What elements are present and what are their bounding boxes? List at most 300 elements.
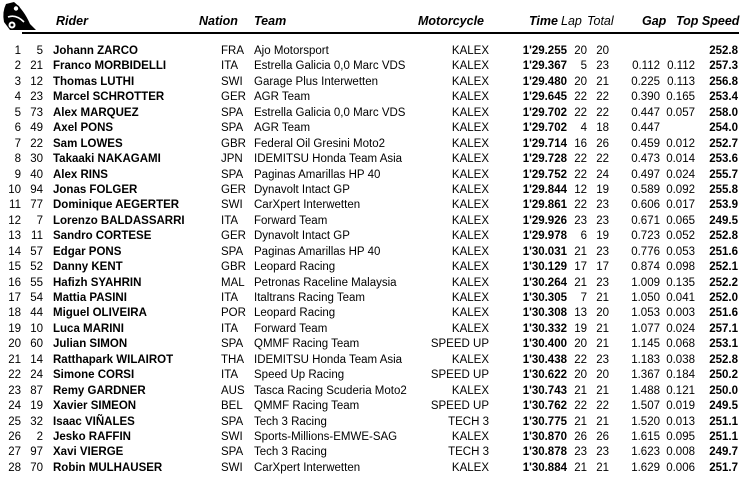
motorcycle-rider-logo-icon	[0, 0, 40, 34]
rider-name-cell: Mattia PASINI	[53, 292, 127, 304]
header-top-speed: Top Speed	[676, 14, 740, 28]
table-row	[0, 74, 745, 89]
gap-to-previous-cell: 0.057	[666, 106, 695, 119]
gap-to-leader-cell: 1.615	[631, 430, 660, 443]
position-cell: 8	[14, 153, 21, 166]
rider-number-cell: 87	[30, 384, 43, 397]
top-speed-cell: 257.1	[709, 322, 738, 335]
results-table	[0, 43, 745, 475]
nation-cell: SWI	[221, 430, 243, 443]
position-cell: 13	[8, 230, 21, 243]
rider-number-cell: 22	[30, 137, 43, 150]
total-laps-cell: 19	[596, 183, 609, 196]
table-row	[0, 89, 745, 104]
gap-to-leader-cell: 1.623	[631, 446, 660, 459]
team-cell: Speed Up Racing	[254, 369, 345, 382]
lap-time-cell: 1'30.031	[522, 245, 567, 258]
gap-to-leader-cell: 0.606	[631, 199, 660, 212]
rider-name-cell: Simone CORSI	[53, 369, 135, 382]
rider-number-cell: 19	[30, 400, 43, 413]
position-cell: 9	[14, 168, 21, 181]
lap-time-cell: 1'30.264	[522, 276, 567, 289]
team-cell: Federal Oil Gresini Moto2	[254, 137, 386, 150]
gap-to-leader-cell: 1.145	[631, 338, 660, 351]
table-row	[0, 151, 745, 166]
position-cell: 5	[14, 106, 21, 119]
top-speed-cell: 255.7	[709, 168, 738, 181]
team-cell: Ajo Motorsport	[254, 45, 329, 57]
position-cell: 11	[9, 199, 21, 212]
team-cell: Tasca Racing Scuderia Moto2	[254, 384, 407, 397]
table-row	[0, 182, 745, 197]
top-speed-cell: 250.2	[709, 369, 738, 382]
motorcycle-cell: KALEX	[451, 353, 489, 366]
rider-name-cell: Lorenzo BALDASSARRI	[53, 214, 185, 227]
rider-name-cell: Alex MARQUEZ	[53, 106, 139, 119]
total-laps-cell: 20	[596, 307, 609, 320]
top-speed-cell: 258.0	[709, 106, 738, 119]
gap-to-previous-cell: 0.024	[666, 322, 695, 335]
motorcycle-cell: KALEX	[451, 230, 489, 243]
table-row	[0, 167, 745, 182]
lap-time-cell: 1'29.645	[522, 91, 567, 104]
motorcycle-cell: KALEX	[451, 307, 489, 320]
gap-to-previous-cell: 0.006	[666, 461, 695, 474]
nation-cell: MAL	[221, 276, 245, 289]
motorcycle-cell: KALEX	[451, 60, 489, 73]
table-row	[0, 275, 745, 290]
lap-time-cell: 1'29.255	[522, 45, 567, 57]
nation-cell: SPA	[221, 106, 244, 119]
position-cell: 26	[8, 430, 21, 443]
team-cell: CarXpert Interwetten	[254, 199, 361, 212]
best-lap-cell: 13	[574, 307, 587, 320]
lap-time-cell: 1'30.129	[522, 261, 567, 274]
best-lap-cell: 23	[574, 214, 587, 227]
total-laps-cell: 21	[596, 75, 609, 88]
best-lap-cell: 22	[574, 199, 587, 212]
table-row	[0, 290, 745, 305]
team-cell: AGR Team	[254, 91, 311, 104]
total-laps-cell: 20	[596, 45, 609, 57]
rider-number-cell: 23	[30, 91, 43, 104]
header-rider: Rider	[56, 14, 88, 28]
team-cell: QMMF Racing Team	[254, 400, 360, 413]
top-speed-cell: 253.4	[709, 91, 738, 104]
motorcycle-cell: KALEX	[451, 183, 489, 196]
lap-time-cell: 1'29.978	[522, 230, 567, 243]
best-lap-cell: 22	[574, 400, 587, 413]
position-cell: 7	[14, 137, 21, 150]
top-speed-cell: 254.0	[709, 122, 738, 135]
gap-to-previous-cell: 0.013	[666, 415, 695, 428]
nation-cell: SWI	[221, 461, 243, 474]
gap-to-previous-cell: 0.095	[666, 430, 695, 443]
motorcycle-cell: KALEX	[451, 292, 489, 304]
gap-to-previous-cell: 0.092	[666, 183, 695, 196]
table-row	[0, 105, 745, 120]
table-row	[0, 259, 745, 274]
total-laps-cell: 22	[596, 153, 609, 166]
gap-to-leader-cell: 0.671	[631, 214, 660, 227]
position-cell: 1	[14, 45, 21, 57]
table-row	[0, 197, 745, 212]
rider-number-cell: 5	[36, 45, 43, 57]
best-lap-cell: 5	[580, 60, 587, 73]
rider-number-cell: 2	[36, 430, 43, 443]
total-laps-cell: 26	[596, 137, 609, 150]
rider-name-cell: Danny KENT	[53, 261, 123, 274]
nation-cell: ITA	[221, 322, 239, 335]
team-cell: Petronas Raceline Malaysia	[254, 276, 397, 289]
gap-to-leader-cell: 0.447	[631, 106, 660, 119]
nation-cell: GER	[221, 183, 246, 196]
table-row	[0, 244, 745, 259]
top-speed-cell: 253.6	[709, 153, 738, 166]
rider-number-cell: 12	[30, 75, 43, 88]
lap-time-cell: 1'29.702	[522, 106, 567, 119]
team-cell: Estrella Galicia 0,0 Marc VDS	[254, 106, 406, 119]
lap-time-cell: 1'29.480	[522, 75, 567, 88]
lap-time-cell: 1'30.878	[522, 446, 567, 459]
nation-cell: SPA	[221, 338, 244, 351]
gap-to-leader-cell: 1.367	[631, 369, 660, 382]
gap-to-previous-cell: 0.098	[666, 261, 695, 274]
best-lap-cell: 22	[574, 91, 587, 104]
top-speed-cell: 253.9	[709, 199, 738, 212]
gap-to-previous-cell: 0.053	[666, 245, 695, 258]
nation-cell: SPA	[221, 168, 244, 181]
gap-to-previous-cell: 0.113	[667, 75, 695, 88]
total-laps-cell: 24	[596, 168, 609, 181]
best-lap-cell: 19	[574, 322, 587, 335]
team-cell: Forward Team	[254, 214, 328, 227]
rider-number-cell: 55	[30, 276, 43, 289]
team-cell: Garage Plus Interwetten	[254, 75, 379, 88]
rider-number-cell: 54	[30, 292, 43, 304]
nation-cell: SPA	[221, 415, 244, 428]
table-row	[0, 305, 745, 320]
nation-cell: ITA	[221, 214, 239, 227]
top-speed-cell: 252.8	[709, 45, 738, 57]
table-row	[0, 43, 745, 58]
top-speed-cell: 251.6	[709, 307, 738, 320]
nation-cell: GBR	[221, 137, 246, 150]
gap-to-leader-cell: 1.050	[631, 292, 660, 304]
table-row	[0, 352, 745, 367]
table-row	[0, 429, 745, 444]
position-cell: 3	[14, 75, 21, 88]
header-divider	[22, 32, 739, 34]
top-speed-cell: 251.7	[709, 461, 738, 474]
total-laps-cell: 26	[596, 430, 609, 443]
top-speed-cell: 257.3	[709, 60, 738, 73]
team-cell: IDEMITSU Honda Team Asia	[254, 353, 403, 366]
lap-time-cell: 1'29.367	[522, 60, 567, 73]
lap-time-cell: 1'30.400	[522, 338, 567, 351]
lap-time-cell: 1'29.702	[522, 122, 567, 135]
total-laps-cell: 23	[596, 60, 609, 73]
nation-cell: ITA	[221, 60, 239, 73]
rider-name-cell: Takaaki NAKAGAMI	[53, 153, 161, 166]
best-lap-cell: 16	[574, 137, 587, 150]
motorcycle-cell: KALEX	[451, 168, 489, 181]
gap-to-leader-cell: 0.776	[631, 245, 660, 258]
top-speed-cell: 250.0	[709, 384, 738, 397]
total-laps-cell: 19	[596, 230, 609, 243]
total-laps-cell: 21	[596, 384, 609, 397]
top-speed-cell: 249.5	[709, 214, 738, 227]
rider-number-cell: 49	[30, 122, 43, 135]
rider-number-cell: 77	[30, 199, 43, 212]
rider-number-cell: 97	[30, 446, 43, 459]
motorcycle-cell: KALEX	[451, 430, 489, 443]
lap-time-cell: 1'29.861	[522, 199, 567, 212]
gap-to-previous-cell: 0.112	[667, 60, 695, 73]
gap-to-previous-cell: 0.184	[666, 369, 695, 382]
motorcycle-cell: KALEX	[451, 45, 489, 57]
header-total: Total	[587, 14, 614, 28]
team-cell: Tech 3 Racing	[254, 415, 327, 428]
gap-to-leader-cell: 0.589	[631, 183, 660, 196]
best-lap-cell: 20	[574, 45, 587, 57]
nation-cell: BEL	[221, 400, 243, 413]
best-lap-cell: 21	[574, 415, 587, 428]
best-lap-cell: 7	[580, 292, 587, 304]
nation-cell: AUS	[221, 384, 245, 397]
gap-to-previous-cell: 0.019	[666, 400, 695, 413]
position-cell: 21	[8, 353, 21, 366]
lap-time-cell: 1'30.762	[522, 400, 567, 413]
rider-number-cell: 70	[30, 461, 43, 474]
gap-to-previous-cell: 0.003	[666, 307, 695, 320]
motorcycle-cell: KALEX	[451, 199, 489, 212]
gap-to-leader-cell: 0.390	[631, 91, 660, 104]
lap-time-cell: 1'30.884	[522, 461, 567, 474]
gap-to-previous-cell: 0.068	[666, 338, 695, 351]
nation-cell: SPA	[221, 446, 244, 459]
rider-number-cell: 73	[30, 106, 43, 119]
rider-name-cell: Robin MULHAUSER	[53, 461, 163, 474]
table-row	[0, 136, 745, 151]
gap-to-previous-cell: 0.052	[666, 230, 695, 243]
nation-cell: THA	[221, 353, 244, 366]
header-team: Team	[254, 14, 287, 28]
position-cell: 23	[8, 384, 21, 397]
nation-cell: ITA	[221, 369, 239, 382]
team-cell: QMMF Racing Team	[254, 338, 360, 351]
team-cell: CarXpert Interwetten	[254, 461, 361, 474]
rider-name-cell: Marcel SCHROTTER	[53, 91, 165, 104]
lap-time-cell: 1'29.926	[522, 214, 567, 227]
total-laps-cell: 23	[596, 199, 609, 212]
position-cell: 24	[8, 400, 21, 413]
lap-time-cell: 1'29.844	[522, 183, 567, 196]
rider-name-cell: Miguel OLIVEIRA	[53, 307, 147, 320]
best-lap-cell: 6	[580, 230, 587, 243]
rider-number-cell: 11	[31, 230, 43, 243]
best-lap-cell: 21	[574, 461, 587, 474]
motorcycle-cell: KALEX	[451, 276, 489, 289]
team-cell: Leopard Racing	[254, 307, 336, 320]
gap-to-previous-cell: 0.017	[666, 199, 695, 212]
best-lap-cell: 17	[574, 261, 587, 274]
gap-to-previous-cell: 0.165	[666, 91, 695, 104]
motorcycle-cell: KALEX	[451, 75, 489, 88]
total-laps-cell: 21	[596, 461, 609, 474]
top-speed-cell: 256.8	[709, 75, 738, 88]
motorcycle-cell: KALEX	[451, 214, 489, 227]
position-cell: 16	[8, 276, 21, 289]
table-row	[0, 228, 745, 243]
table-row	[0, 367, 745, 382]
gap-to-leader-cell: 0.874	[631, 261, 660, 274]
top-speed-cell: 249.5	[709, 400, 738, 413]
gap-to-previous-cell: 0.121	[666, 384, 695, 397]
motorcycle-cell: KALEX	[451, 245, 489, 258]
total-laps-cell: 17	[596, 261, 609, 274]
team-cell: Estrella Galicia 0,0 Marc VDS	[254, 60, 406, 73]
header-gap: Gap	[642, 14, 667, 28]
team-cell: Sports-Millions-EMWE-SAG	[254, 430, 398, 443]
gap-to-leader-cell: 0.459	[631, 137, 660, 150]
position-cell: 28	[8, 461, 21, 474]
rider-name-cell: Franco MORBIDELLI	[53, 60, 167, 73]
gap-to-leader-cell: 0.473	[631, 153, 660, 166]
motorcycle-cell: KALEX	[451, 153, 489, 166]
header-time: Time	[529, 14, 558, 28]
total-laps-cell: 22	[596, 400, 609, 413]
motorcycle-cell: SPEED UP	[430, 338, 489, 351]
position-cell: 25	[8, 415, 21, 428]
motorcycle-cell: KALEX	[451, 322, 489, 335]
motorcycle-cell: SPEED UP	[430, 369, 489, 382]
rider-name-cell: Remy GARDNER	[53, 384, 146, 397]
motorcycle-cell: KALEX	[451, 137, 489, 150]
lap-time-cell: 1'30.775	[522, 415, 567, 428]
nation-cell: SPA	[221, 245, 244, 258]
rider-name-cell: Sam LOWES	[53, 137, 123, 150]
table-row	[0, 213, 745, 228]
total-laps-cell: 23	[596, 214, 609, 227]
total-laps-cell: 21	[596, 322, 609, 335]
top-speed-cell: 252.8	[709, 353, 738, 366]
motorcycle-cell: KALEX	[451, 461, 489, 474]
rider-name-cell: Jonas FOLGER	[53, 183, 138, 196]
best-lap-cell: 12	[574, 183, 587, 196]
gap-to-leader-cell: 1.009	[631, 276, 660, 289]
best-lap-cell: 23	[574, 446, 587, 459]
gap-to-leader-cell: 1.183	[631, 353, 660, 366]
top-speed-cell: 255.8	[709, 183, 738, 196]
position-cell: 14	[8, 245, 21, 258]
header-motorcycle: Motorcycle	[418, 14, 484, 28]
nation-cell: POR	[221, 307, 246, 320]
rider-number-cell: 24	[30, 369, 43, 382]
lap-time-cell: 1'30.308	[522, 307, 567, 320]
table-row	[0, 321, 745, 336]
rider-number-cell: 7	[36, 214, 43, 227]
position-cell: 6	[14, 122, 21, 135]
position-cell: 19	[8, 322, 21, 335]
rider-name-cell: Johann ZARCO	[53, 45, 138, 57]
gap-to-previous-cell: 0.041	[666, 292, 695, 304]
motorcycle-cell: TECH 3	[448, 415, 489, 428]
gap-to-previous-cell: 0.014	[666, 153, 695, 166]
rider-name-cell: Hafizh SYAHRIN	[53, 276, 142, 289]
team-cell: IDEMITSU Honda Team Asia	[254, 153, 403, 166]
nation-cell: FRA	[221, 45, 244, 57]
gap-to-leader-cell: 1.520	[631, 415, 660, 428]
table-header	[0, 0, 745, 36]
position-cell: 12	[8, 214, 21, 227]
motorcycle-cell: KALEX	[451, 106, 489, 119]
motorcycle-cell: KALEX	[451, 261, 489, 274]
rider-number-cell: 30	[30, 153, 43, 166]
lap-time-cell: 1'30.438	[522, 353, 567, 366]
position-cell: 20	[8, 338, 21, 351]
rider-number-cell: 32	[30, 415, 43, 428]
total-laps-cell: 20	[596, 369, 609, 382]
rider-name-cell: Dominique AEGERTER	[53, 199, 180, 212]
position-cell: 17	[8, 292, 21, 304]
table-row	[0, 383, 745, 398]
best-lap-cell: 21	[574, 276, 587, 289]
position-cell: 27	[8, 446, 21, 459]
rider-number-cell: 40	[30, 168, 43, 181]
lap-time-cell: 1'29.728	[522, 153, 567, 166]
top-speed-cell: 252.0	[709, 292, 738, 304]
top-speed-cell: 249.7	[709, 446, 738, 459]
rider-name-cell: Xavier SIMEON	[53, 400, 137, 413]
position-cell: 10	[8, 183, 21, 196]
nation-cell: GBR	[221, 261, 246, 274]
best-lap-cell: 22	[574, 353, 587, 366]
best-lap-cell: 20	[574, 338, 587, 351]
best-lap-cell: 22	[574, 168, 587, 181]
total-laps-cell: 23	[596, 276, 609, 289]
total-laps-cell: 21	[596, 292, 609, 304]
team-cell: Dynavolt Intact GP	[254, 230, 350, 243]
best-lap-cell: 4	[580, 122, 587, 135]
best-lap-cell: 21	[574, 384, 587, 397]
team-cell: Leopard Racing	[254, 261, 336, 274]
rider-name-cell: Axel PONS	[53, 122, 114, 135]
gap-to-previous-cell: 0.065	[666, 214, 695, 227]
header-nation: Nation	[199, 14, 238, 28]
lap-time-cell: 1'29.714	[522, 137, 567, 150]
total-laps-cell: 22	[596, 106, 609, 119]
table-row	[0, 460, 745, 475]
gap-to-leader-cell: 0.447	[631, 122, 660, 135]
table-row	[0, 414, 745, 429]
position-cell: 22	[8, 369, 21, 382]
total-laps-cell: 22	[596, 91, 609, 104]
team-cell: Dynavolt Intact GP	[254, 183, 350, 196]
rider-name-cell: Sandro CORTESE	[53, 230, 152, 243]
gap-to-leader-cell: 1.488	[631, 384, 660, 397]
rider-name-cell: Julian SIMON	[53, 338, 128, 351]
rider-number-cell: 94	[30, 183, 43, 196]
team-cell: Paginas Amarillas HP 40	[254, 245, 381, 258]
lap-time-cell: 1'30.332	[522, 322, 567, 335]
total-laps-cell: 23	[596, 353, 609, 366]
top-speed-cell: 251.6	[709, 245, 738, 258]
rider-number-cell: 21	[30, 60, 43, 73]
table-row	[0, 444, 745, 459]
rider-name-cell: Xavi VIERGE	[53, 446, 124, 459]
nation-cell: ITA	[221, 292, 239, 304]
